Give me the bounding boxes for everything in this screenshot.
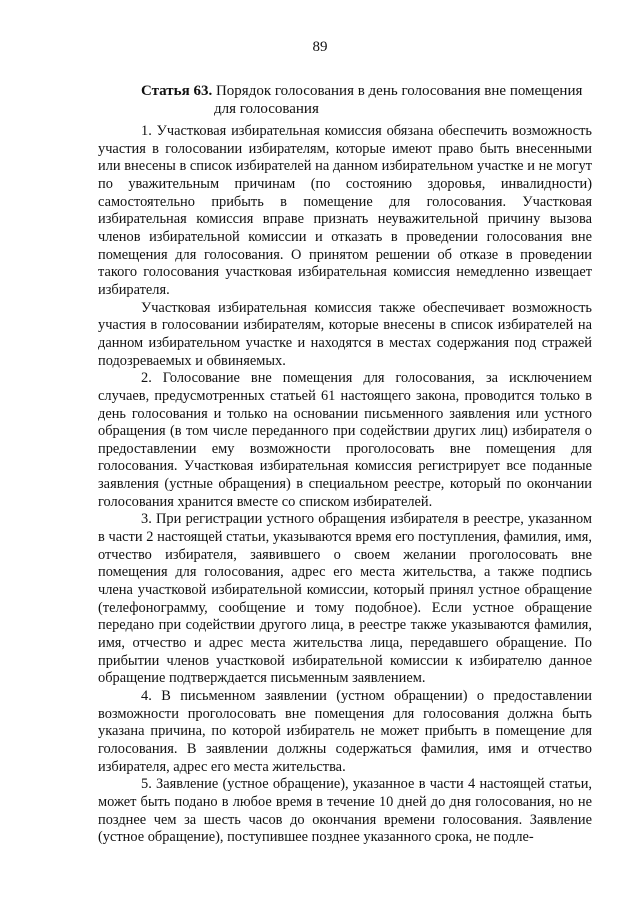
page-number: 89 bbox=[312, 39, 328, 55]
article-title-line2: для голосования bbox=[214, 101, 319, 117]
article-label: Статья 63. bbox=[141, 83, 213, 99]
paragraph: 1. Участковая избирательная комиссия обязана обеспечить возможность участия в голосовании избирателям, которые имеют право быть внесенными или внесены в список избирателей на данном избирательном участке и не могут по уважительным причинам (по состоянию здоровья, инвалидности) самостоятельно прибыть в помещение для голосования. Участковая избирательная комиссия вправе признать неуважительной причину вызова членов избирательной комиссии и отказать в проведении голосования вне помещения для голосования. О принятом решении об отказе в проведении такого голосования участковая избирательная комиссия немедленно извещает избирателя. bbox=[98, 123, 592, 298]
article-heading bbox=[141, 82, 601, 118]
paragraph: Участковая избирательная комиссия также обеспечивает возможность участия в голосовании избирателям, которые внесены в список избирателей на данном избирательном участке и находятся в местах содержания под стражей подозреваемых и обвиняемых. bbox=[98, 299, 592, 369]
article-title-line1: Порядок голосования в день голосования вне помещения bbox=[215, 83, 583, 99]
paragraph: 5. Заявление (устное обращение), указанное в части 4 настоящей статьи, может быть подано в любое время в течение 10 дней до дня голосования, но не позднее чем за шесть часов до окончания времени голосования. Заявление (устное обращение), поступившее позднее указанного срока, не подле- bbox=[98, 776, 592, 846]
article-body bbox=[98, 123, 592, 847]
paragraph: 2. Голосование вне помещения для голосования, за исключением случаев, предусмотренных статьей 61 настоящего закона, проводится только в день голосования и только на основании письменного заявления или устного обращения (в том числе переданного при содействии других лиц) избирателя о предоставлении ему возможности проголосовать вне помещения для голосования. Участковая избирательная комиссия регистрирует все поданные заявления (устные обращения) в специальном реестре, который по окончании голосования хранится вместе со списком избирателей. bbox=[98, 370, 592, 510]
paragraph: 3. При регистрации устного обращения избирателя в реестре, указанном в части 2 настоящей статьи, указываются время его поступления, фамилия, имя, отчество избирателя, заявившего о своем желании проголосовать вне помещения для голосования, адрес его места жительства, а также подпись члена участковой избирательной комиссии, который принял устное обращение (телефонограмму, сообщение и тому подобное). Если устное обращение передано при содействии другого лица, в реестре также указываются фамилия, имя, отчество и адрес места жительства лица, передавшего обращение. По прибытии членов участковой избирательной комиссии к избирателю данное обращение подтверждается письменным заявлением. bbox=[98, 511, 592, 687]
paragraph: 4. В письменном заявлении (устном обращении) о предоставлении возможности проголосовать вне помещения для голосования должна быть указана причина, по которой избиратель не может прибыть в помещение для голосования. В заявлении должны содержаться фамилия, имя и отчество избирателя, адрес его места жительства. bbox=[98, 688, 592, 775]
